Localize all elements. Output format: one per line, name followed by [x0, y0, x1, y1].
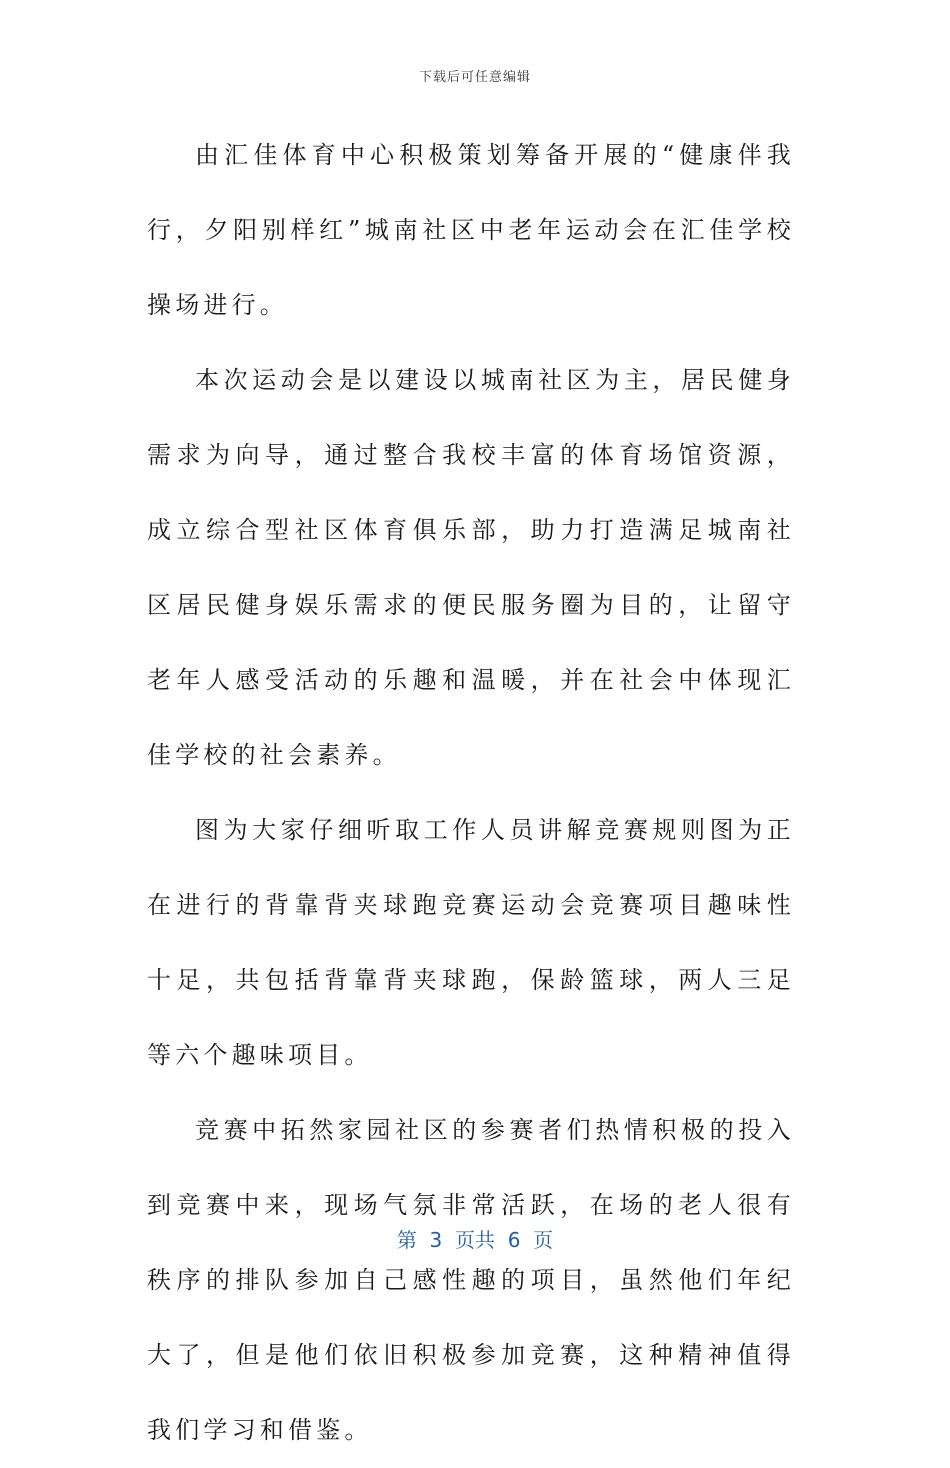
page-number-footer: 第 3 页共 6 页 [396, 1228, 554, 1252]
document-body [147, 118, 795, 1468]
paragraph-4: 竞赛中拓然家园社区的参赛者们热情积极的投入到竞赛中来，现场气氛非常活跃，在场的老人很有秩序的排队参加自己感性趣的项目，虽然他们年纪大了，但是他们依旧积极参加竞赛，这种精神值得我们学习和借鉴。 [147, 1116, 795, 1444]
paragraph-3: 图为大家仔细听取工作人员讲解竞赛规则图为正在进行的背靠背夹球跑竞赛运动会竞赛项目趣味性十足，共包括背靠背夹球跑，保龄篮球，两人三足等六个趣味项目。 [147, 816, 795, 1069]
paragraph-2: 本次运动会是以建设以城南社区为主，居民健身需求为向导，通过整合我校丰富的体育场馆资源，成立综合型社区体育俱乐部，助力打造满足城南社区居民健身娱乐需求的便民服务圈为目的，让留守老年人感受活动的乐趣和温暖，并在社会中体现汇佳学校的社会素养。 [147, 366, 795, 769]
header-note: 下载后可任意编辑 [418, 70, 531, 85]
paragraph-1: 由汇佳体育中心积极策划筹备开展的“健康伴我行，夕阳别样红”城南社区中老年运动会在汇佳学校操场进行。 [147, 141, 795, 319]
